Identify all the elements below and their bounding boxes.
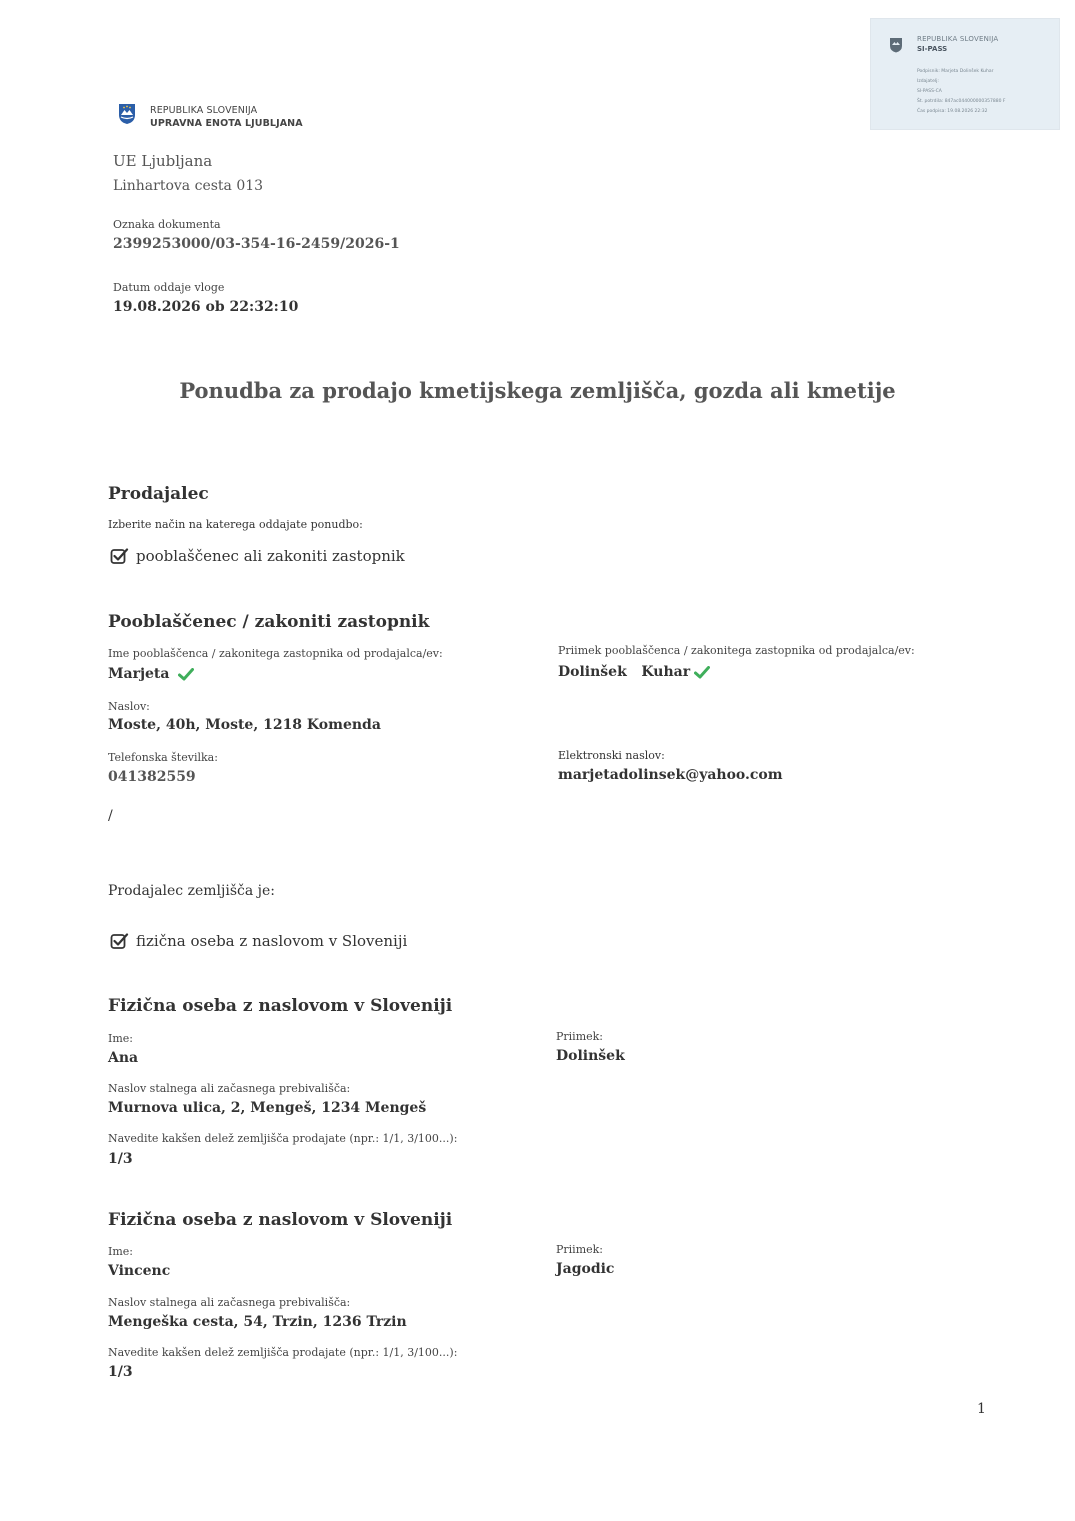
org-address: Linhartova cesta 013 — [113, 178, 264, 194]
seller-type-checkbox[interactable] — [110, 932, 407, 950]
seller-option-label: pooblaščenec ali zakoniti zastopnik — [136, 547, 405, 565]
person-2-share-label: Navedite kakšen delež zemljišča prodajate (npr.: 1/1, 3/100...): — [108, 1346, 458, 1359]
person-1-first-name-label: Ime: — [108, 1032, 133, 1045]
person-2-address: Mengeška cesta, 54, Trzin, 1236 Trzin — [108, 1314, 407, 1330]
page-number: 1 — [977, 1401, 986, 1417]
representative-heading: Pooblaščenec / zakoniti zastopnik — [108, 612, 430, 632]
seller-type-label: Prodajalec zemljišča je: — [108, 883, 275, 899]
digital-signature-stamp — [870, 18, 1060, 130]
seller-option-checkbox[interactable] — [110, 547, 405, 565]
header-unit: UPRAVNA ENOTA LJUBLJANA — [150, 118, 303, 129]
rep-address-label: Naslov: — [108, 700, 150, 713]
rep-email-label: Elektronski naslov: — [558, 749, 665, 762]
date-value: 19.08.2026 ob 22:32:10 — [113, 299, 299, 315]
person-1-heading: Fizična oseba z naslovom v Sloveniji — [108, 996, 453, 1016]
rep-last-name-field — [558, 664, 710, 680]
stamp-service: SI-PASS — [917, 45, 948, 53]
person-1-address: Murnova ulica, 2, Mengeš, 1234 Mengeš — [108, 1100, 427, 1116]
seller-type-option: fizična oseba z naslovom v Sloveniji — [136, 932, 408, 950]
person-2-first-name-label: Ime: — [108, 1245, 133, 1258]
date-label: Datum oddaje vloge — [113, 281, 225, 294]
coat-of-arms-icon — [889, 37, 903, 53]
checked-checkbox-icon — [110, 547, 130, 565]
person-2-first-name: Vincenc — [108, 1263, 171, 1279]
rep-first-name-field — [108, 666, 194, 682]
seller-question: Izberite način na katerega oddajate ponudbo: — [108, 518, 363, 531]
stamp-republic: REPUBLIKA SLOVENIJA — [917, 35, 999, 43]
rep-first-name-label: Ime pooblaščenca / zakonitega zastopnika od prodajalca/ev: — [108, 647, 443, 660]
checked-checkbox-icon — [110, 932, 130, 950]
doc-number: 2399253000/03-354-16-2459/2026-1 — [113, 236, 400, 252]
person-2-address-label: Naslov stalnega ali začasnega prebivališča: — [108, 1296, 351, 1309]
rep-last-name-label: Priimek pooblaščenca / zakonitega zastopnika od prodajalca/ev: — [558, 644, 915, 657]
person-1-share-label: Navedite kakšen delež zemljišča prodajate (npr.: 1/1, 3/100...): — [108, 1132, 458, 1145]
header-republic: REPUBLIKA SLOVENIJA — [150, 105, 258, 116]
stamp-certificate: Št. potrdila: 847ac044000000357880 F — [917, 99, 1006, 104]
rep-address: Moste, 40h, Moste, 1218 Komenda — [108, 717, 381, 733]
stamp-issuer: SI-PASS-CA — [917, 89, 942, 94]
stamp-time: Čas podpisa: 19.08.2026 22:32 — [917, 109, 988, 114]
seller-heading: Prodajalec — [108, 484, 209, 504]
rep-email: marjetadolinsek@yahoo.com — [558, 767, 783, 783]
person-2-heading: Fizična oseba z naslovom v Sloveniji — [108, 1210, 453, 1230]
person-2-last-name: Jagodic — [556, 1261, 615, 1277]
check-mark-icon — [694, 666, 710, 679]
person-1-last-name: Dolinšek — [556, 1048, 625, 1064]
rep-phone-label: Telefonska številka: — [108, 751, 218, 764]
stamp-issuer-label: Izdajatelj: — [917, 79, 939, 84]
coat-of-arms-icon — [118, 103, 136, 125]
rep-phone: 041382559 — [108, 769, 196, 785]
person-2-share: 1/3 — [108, 1364, 133, 1380]
rep-separator: / — [108, 808, 113, 824]
person-1-share: 1/3 — [108, 1151, 133, 1167]
check-mark-icon — [178, 668, 194, 681]
org-name: UE Ljubljana — [113, 152, 213, 170]
rep-first-name: Marjeta — [108, 666, 170, 682]
doc-number-label: Oznaka dokumenta — [113, 218, 221, 231]
person-1-address-label: Naslov stalnega ali začasnega prebivališča: — [108, 1082, 351, 1095]
person-1-last-name-label: Priimek: — [556, 1030, 604, 1043]
person-2-last-name-label: Priimek: — [556, 1243, 604, 1256]
document-title: Ponudba za prodajo kmetijskega zemljišča, gozda ali kmetije — [179, 378, 896, 403]
rep-last-name: Dolinšek Kuhar — [558, 664, 691, 680]
person-1-first-name: Ana — [108, 1050, 139, 1066]
stamp-signer: Podpisnik: Marjeta Dolinšek Kuhar — [917, 69, 994, 74]
